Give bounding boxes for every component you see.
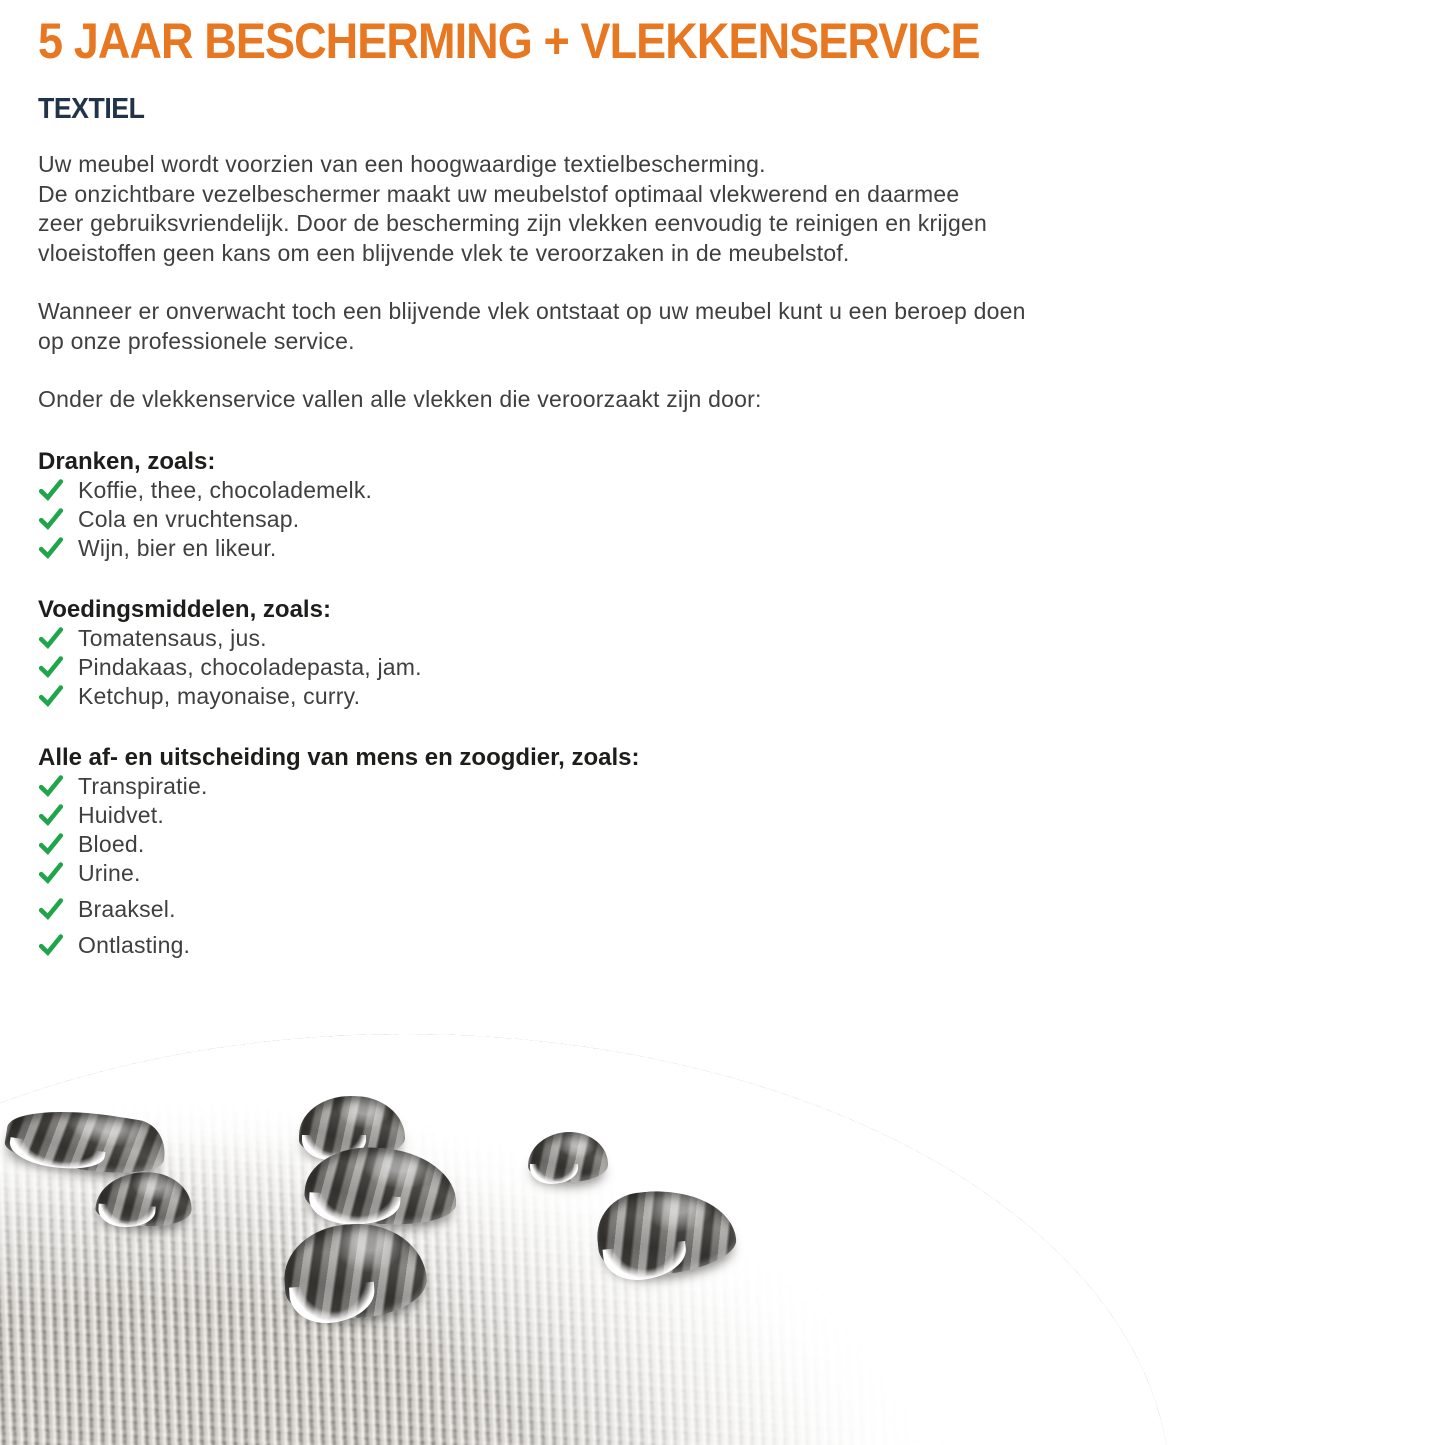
list-heading: Dranken, zoals: bbox=[38, 447, 216, 475]
checkmark-icon bbox=[38, 535, 68, 561]
list-item-label: Urine. bbox=[78, 859, 141, 886]
list-item bbox=[38, 682, 1218, 711]
text-line: De onzichtbare vezelbeschermer maakt uw meubelstof optimaal vlekwerend en daarmee bbox=[38, 180, 960, 207]
checkmark-icon bbox=[38, 654, 68, 680]
list-section-voedingsmiddelen bbox=[38, 595, 1218, 711]
list-item-label: Braaksel. bbox=[78, 895, 176, 922]
list-item-label: Koffie, thee, chocolademelk. bbox=[78, 476, 373, 503]
text-line: Wanneer er onverwacht toch een blijvende vlek ontstaat op uw meubel kunt u een beroep doen bbox=[38, 298, 1026, 324]
checkmark-icon bbox=[38, 802, 68, 828]
text-line: Uw meubel wordt voorzien van een hoogwaardige textielbescherming. bbox=[38, 151, 766, 177]
list-item-label: Pindakaas, chocoladepasta, jam. bbox=[78, 653, 422, 680]
checkmark-icon bbox=[38, 932, 68, 958]
list-section-uitscheiding bbox=[38, 743, 1218, 960]
paragraph bbox=[38, 297, 1218, 356]
check-list bbox=[38, 772, 1218, 960]
list-item bbox=[38, 653, 1218, 682]
document-content bbox=[38, 14, 1218, 960]
list-item-label: Tomatensaus, jus. bbox=[78, 624, 267, 651]
check-list bbox=[38, 476, 1218, 563]
list-heading: Voedingsmiddelen, zoals: bbox=[38, 595, 331, 623]
fabric-texture bbox=[0, 1034, 1170, 1445]
list-item bbox=[38, 505, 1218, 534]
checkmark-icon bbox=[38, 683, 68, 709]
text-line: zeer gebruiksvriendelijk. Door de bescherming zijn vlekken eenvoudig te reinigen en krijgen bbox=[38, 210, 987, 236]
list-item-label: Ontlasting. bbox=[78, 931, 191, 958]
list-item bbox=[38, 772, 1218, 801]
fabric-droplets-photo bbox=[0, 1020, 1445, 1445]
list-item bbox=[38, 534, 1218, 563]
page-title: 5 JAAR BESCHERMING + VLEKKENSERVICE bbox=[38, 13, 980, 69]
text-line: vloeistoffen geen kans om een blijvende vlek te veroorzaken in de meubelstof. bbox=[38, 239, 850, 266]
list-item-label: Cola en vruchtensap. bbox=[78, 505, 300, 532]
list-item bbox=[38, 830, 1218, 859]
list-item bbox=[38, 624, 1218, 653]
section-subtitle: TEXTIEL bbox=[38, 93, 145, 125]
text-line: op onze professionele service. bbox=[38, 327, 355, 354]
list-section-dranken bbox=[38, 447, 1218, 563]
checkmark-icon bbox=[38, 506, 68, 532]
check-list bbox=[38, 624, 1218, 711]
paragraph bbox=[38, 385, 1218, 415]
list-heading: Alle af- en uitscheiding van mens en zoogdier, zoals: bbox=[38, 743, 640, 771]
checkmark-icon bbox=[38, 773, 68, 799]
list-item bbox=[38, 895, 1218, 924]
checkmark-icon bbox=[38, 625, 68, 651]
list-item-label: Wijn, bier en likeur. bbox=[78, 534, 277, 561]
checkmark-icon bbox=[38, 860, 68, 886]
list-item bbox=[38, 476, 1218, 505]
list-item bbox=[38, 859, 1218, 888]
paragraph bbox=[38, 150, 1218, 268]
body-copy bbox=[38, 150, 1218, 415]
checkmark-icon bbox=[38, 896, 68, 922]
list-item-label: Transpiratie. bbox=[78, 772, 208, 799]
list-item-label: Ketchup, mayonaise, curry. bbox=[78, 682, 361, 709]
list-item-label: Huidvet. bbox=[78, 801, 164, 828]
text-line: Onder de vlekkenservice vallen alle vlekken die veroorzaakt zijn door: bbox=[38, 386, 762, 412]
list-item-label: Bloed. bbox=[78, 830, 145, 857]
list-item bbox=[38, 801, 1218, 830]
checkmark-icon bbox=[38, 831, 68, 857]
checkmark-icon bbox=[38, 477, 68, 503]
list-item bbox=[38, 931, 1218, 960]
